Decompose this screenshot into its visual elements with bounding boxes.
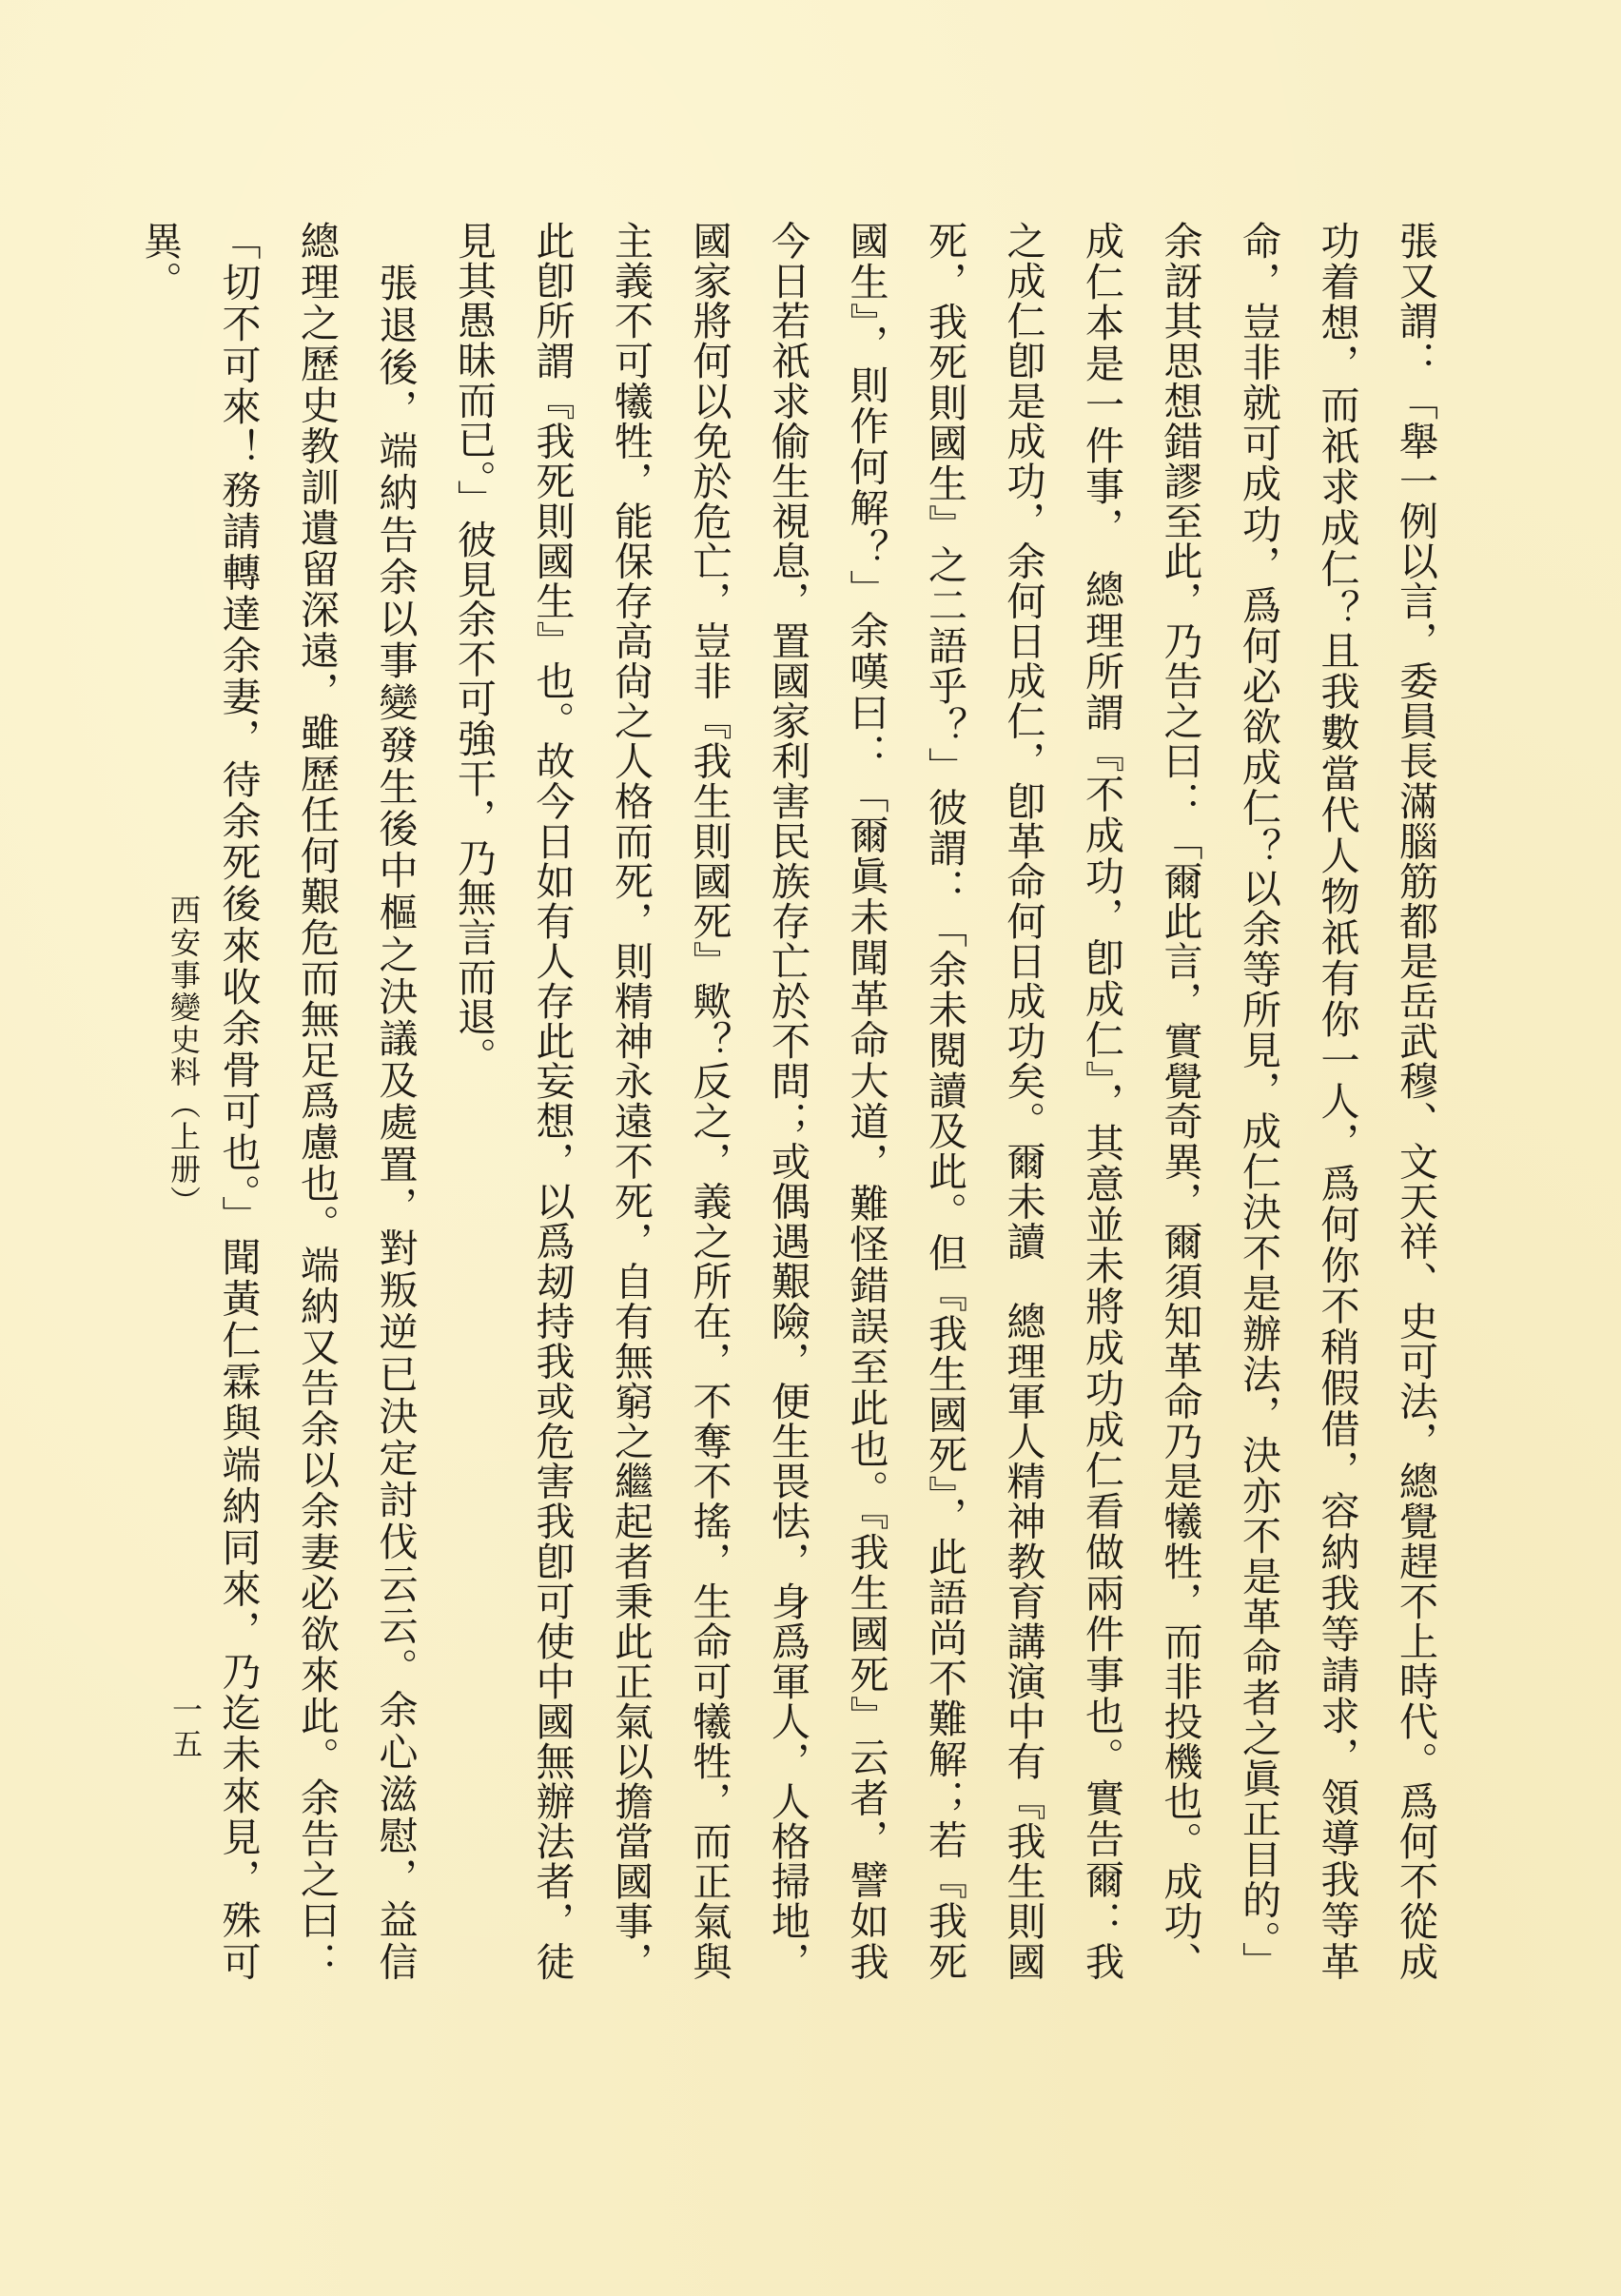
text-column: 成仁本是一件事， 總理所謂『不成功，卽成仁』，其意並未將成功成仁看做兩件事也。實告爾：我 — [1079, 221, 1124, 1981]
text-column: 今日若祇求偷生視息，置國家利害民族存亡於不問；或偶遇艱險，便生畏怯，身爲軍人，人格掃地， — [765, 221, 810, 1981]
text-column: 死，我死則國生』之二語乎？」彼謂：「余未閱讀及此。但『我生國死』，此語尚不難解；若『我死 — [922, 221, 967, 1981]
text-column: 功着想，而祇求成仁？且我數當代人物祇有你一人，爲何你不稍假借，容納我等請求，領導我等革 — [1314, 221, 1360, 1981]
text-column: 見其愚昧而已。」彼見余不可強干，乃無言而退。 — [451, 221, 497, 1077]
text-column: 「切不可來！務請轉達余妻，待余死後來收余骨可也。」聞黃仁霖與端納同來，乃迄未來見，殊可 — [215, 221, 262, 1981]
text-column: 總理之歷史教訓遺留深遠，雖歷任何艱危而無足爲慮也。端納又告余以余妻必欲來此。余告之曰： — [294, 221, 340, 1981]
text-column: 張又謂：「舉一例以言，委員長滿腦筋都是岳武穆、文天祥、史可法，總覺趕不上時代。爲何不從成 — [1393, 221, 1438, 1981]
text-column: 國家將何以免於危亡，豈非『我生則國死』歟？反之，義之所在，不奪不搖，生命可犧牲，而正氣與 — [686, 221, 732, 1981]
text-column: 張退後，端納告余以事變發生後中樞之決議及處置，對叛逆已決定討伐云云。余心滋慰，益信 — [372, 221, 419, 1981]
text-column: 之成仁卽是成功，余何日成仁，卽革命何日成功矣。爾未讀 總理軍人精神教育講演中有『我生則國 — [1000, 221, 1046, 1981]
running-footer-book-title: 西安事變史料（上册） — [166, 894, 202, 1218]
text-column: 命，豈非就可成功，爲何必欲成仁？以余等所見，成仁決不是辦法，決亦不是革命者之眞正目的。」 — [1236, 221, 1281, 1981]
text-column: 國生』，則作何解？」余嘆曰：「爾眞未聞革命大道，難怪錯誤至此也。『我生國死』云者，譬如我 — [843, 221, 889, 1981]
body-text — [121, 221, 1455, 1981]
text-column: 此卽所謂『我死則國生』也。故今日如有人存此妄想，以爲刼持我或危害我卽可使中國無辦法者，徒 — [529, 221, 576, 1981]
text-column: 主義不可犧牲，能保存高尙之人格而死，則精神永遠不死，自有無窮之繼起者秉此正氣以擔當國事， — [608, 221, 654, 1981]
text-column: 余訝其思想錯謬至此，乃告之曰：「爾此言，實覺奇異，爾須知革命乃是犧牲，而非投機也。成功、 — [1157, 221, 1203, 1981]
text-column: 異。 — [137, 221, 183, 301]
page-number: 一五 — [167, 1694, 204, 1762]
